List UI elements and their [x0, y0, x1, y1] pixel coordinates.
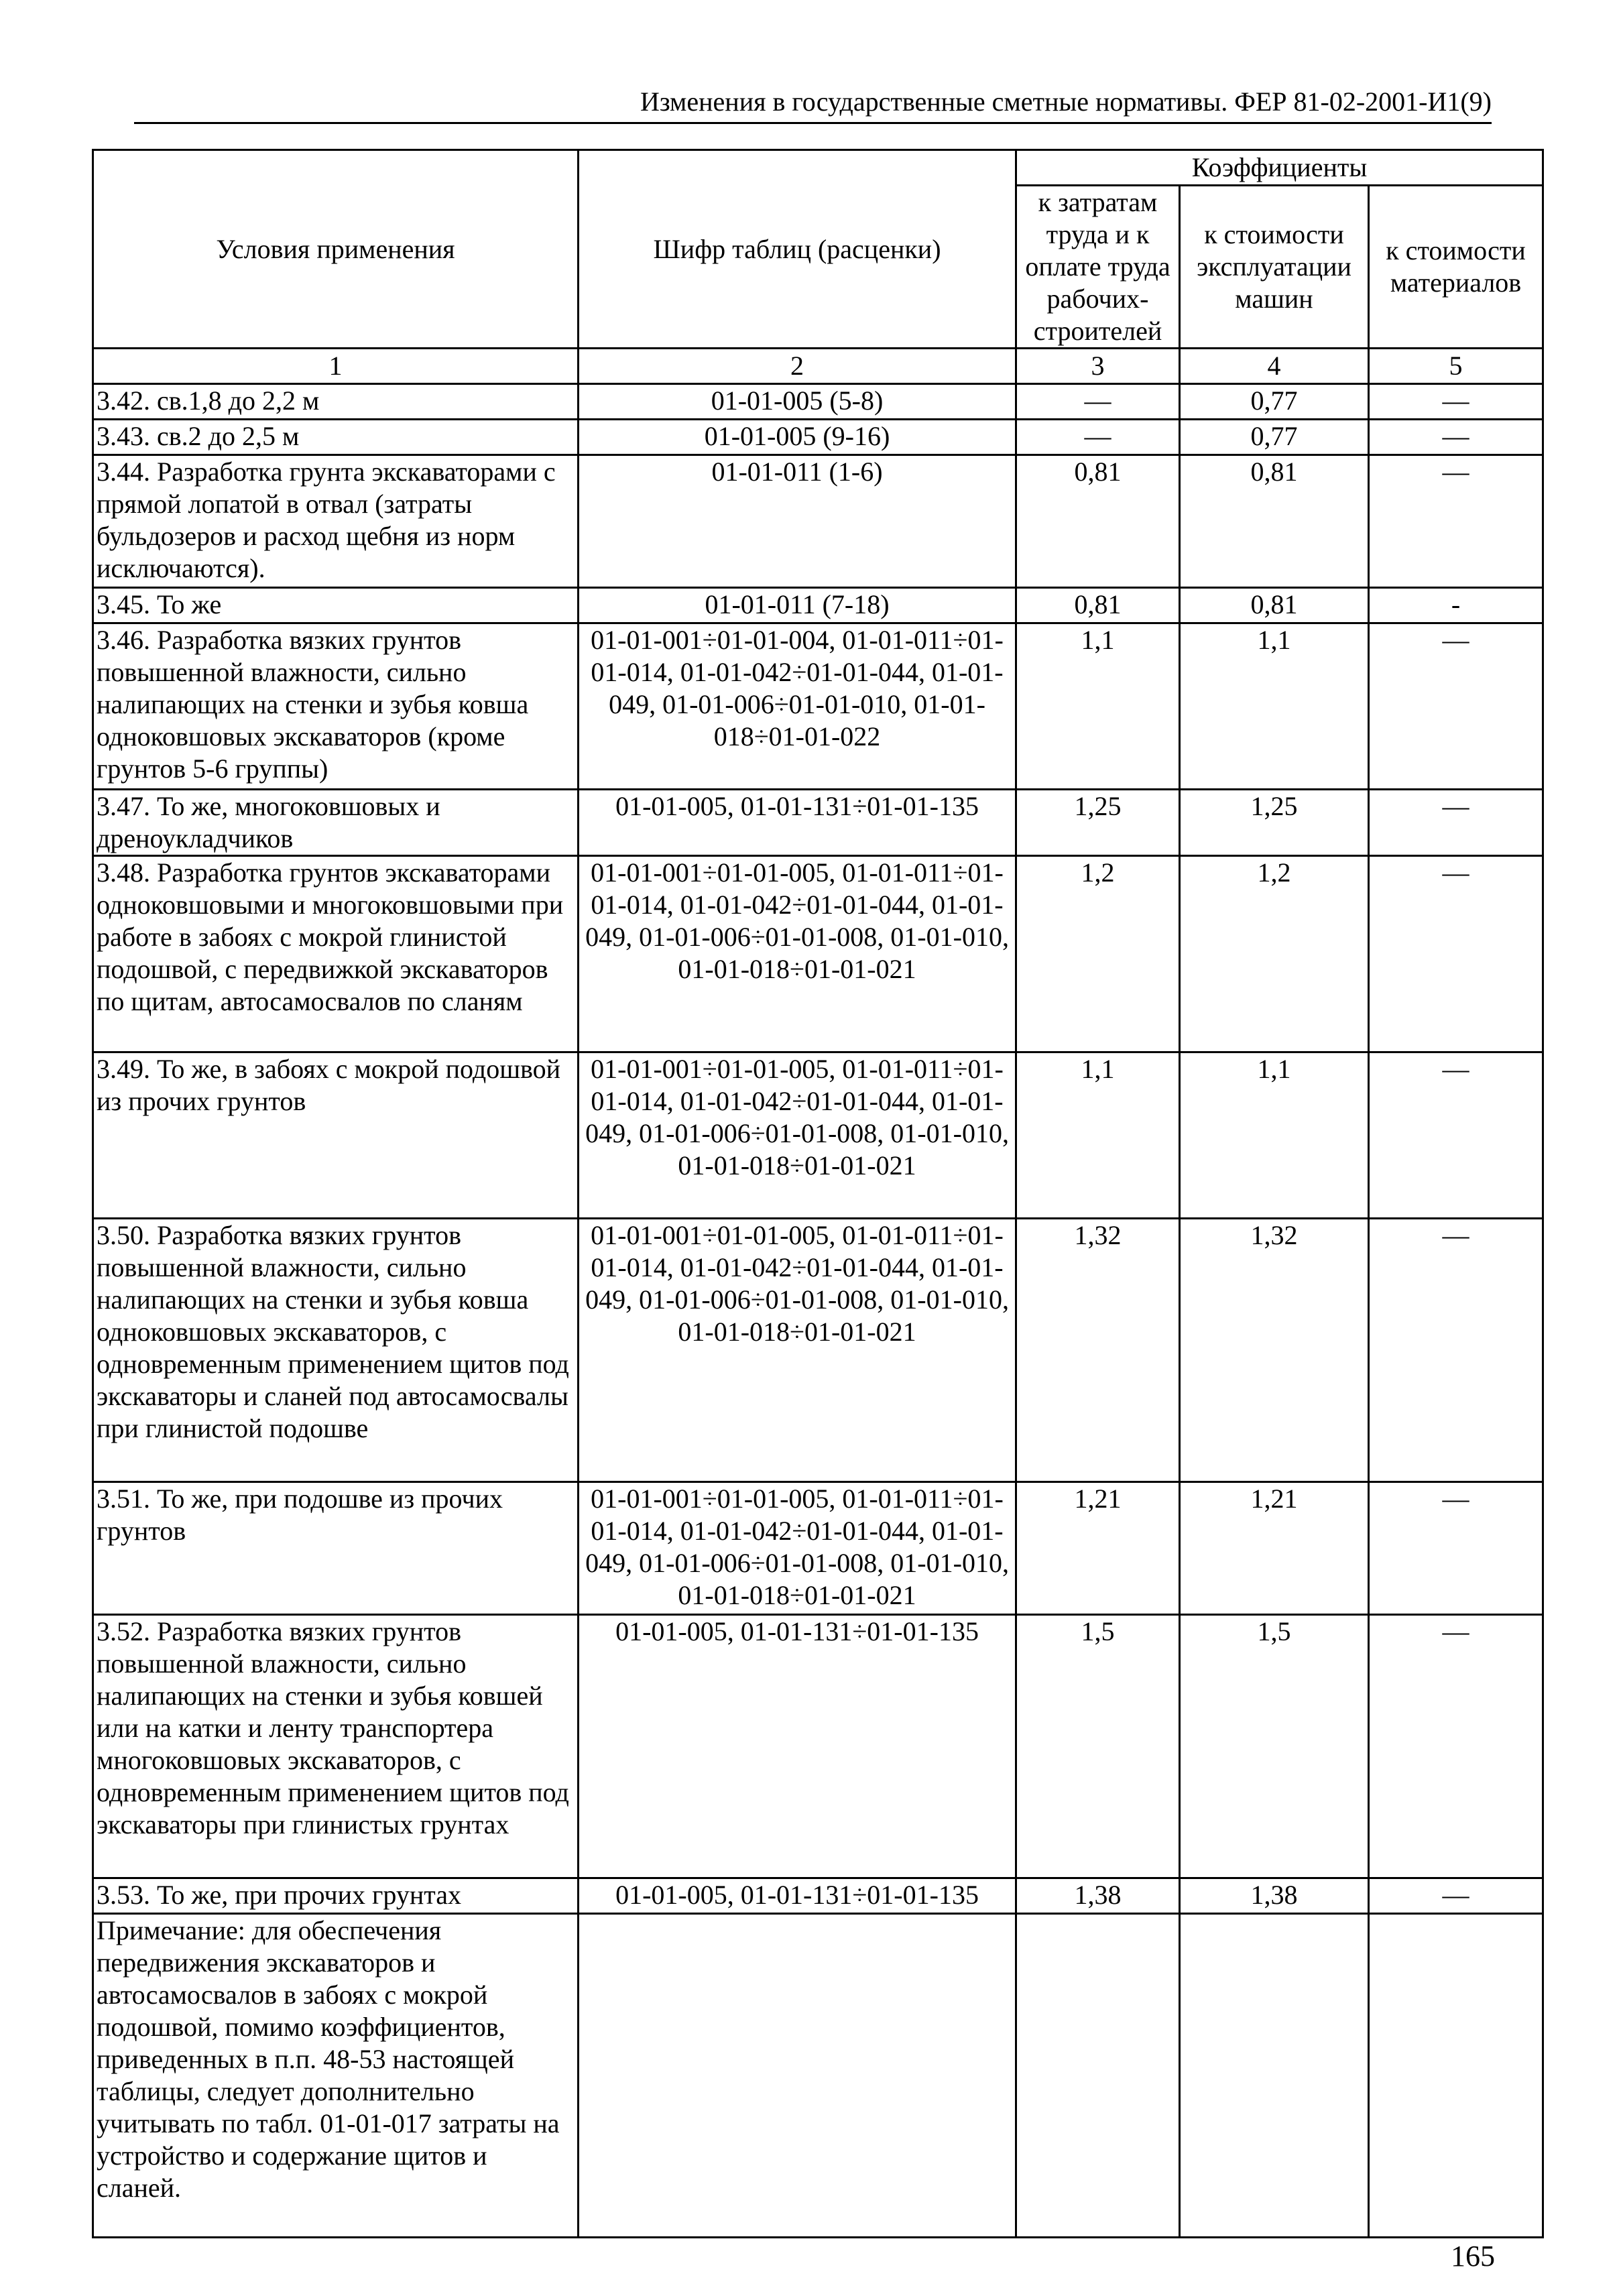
row-machines-coefficient: 1,38 — [1180, 1878, 1369, 1914]
row-labor-coefficient: 1,5 — [1016, 1615, 1180, 1878]
column-number: 5 — [1369, 349, 1543, 384]
row-materials-coefficient — [1369, 1914, 1543, 2238]
table-row — [93, 856, 1543, 1052]
row-materials-coefficient: — — [1369, 790, 1543, 856]
row-machines-coefficient: 0,81 — [1180, 455, 1369, 588]
header-code: Шифр таблиц (расценки) — [579, 150, 1016, 349]
row-condition: 3.50. Разработка вязких грунтов повышенной влажности, сильно налипающих на стенки и зубья ковша одноковшовых экскаваторов, с одновременным применением щитов под экскаваторы и сланей под автосамосвалы при глинистой подошве — [93, 1219, 579, 1482]
header-labor: к затратам труда и к оплате труда рабочих-строителей — [1016, 186, 1180, 349]
row-condition: 3.49. То же, в забоях с мокрой подошвой из прочих грунтов — [93, 1052, 579, 1219]
column-number: 4 — [1180, 349, 1369, 384]
table-row — [93, 455, 1543, 588]
row-condition: 3.44. Разработка грунта экскаваторами с прямой лопатой в отвал (затраты бульдозеров и расход щебня из норм исключаются). — [93, 455, 579, 588]
row-materials-coefficient: — — [1369, 455, 1543, 588]
column-number-row — [93, 349, 1543, 384]
row-machines-coefficient: 1,21 — [1180, 1482, 1369, 1615]
row-labor-coefficient: 1,38 — [1016, 1878, 1180, 1914]
row-machines-coefficient — [1180, 1914, 1369, 2238]
row-condition: Примечание: для обеспечения передвижения экскаваторов и автосамосвалов в забоях с мокрой подошвой, помимо коэффициентов, приведенных в п.п. 48-53 настоящей таблицы, следует дополнительно учитывать по табл. 01-01-017 затраты на устройство и содержание щитов и сланей. — [93, 1914, 579, 2238]
row-materials-coefficient: — — [1369, 856, 1543, 1052]
note-row — [93, 1914, 1543, 2238]
row-labor-coefficient — [1016, 1914, 1180, 2238]
row-condition: 3.45. То же — [93, 588, 579, 623]
row-materials-coefficient: — — [1369, 1615, 1543, 1878]
row-materials-coefficient: — — [1369, 1482, 1543, 1615]
page-number: 165 — [1451, 2240, 1495, 2273]
table-row — [93, 1052, 1543, 1219]
row-machines-coefficient: 1,32 — [1180, 1219, 1369, 1482]
row-materials-coefficient: — — [1369, 1219, 1543, 1482]
column-number: 1 — [93, 349, 579, 384]
document-header-title: Изменения в государственные сметные нормативы. ФЕР 81-02-2001-И1(9) — [640, 86, 1492, 117]
row-labor-coefficient: — — [1016, 420, 1180, 455]
row-condition: 3.48. Разработка грунтов экскаваторами одноковшовыми и многоковшовыми при работе в забоях с мокрой глинистой подошвой, с передвижкой экскаваторов по щитам, автосамосвалов по сланям — [93, 856, 579, 1052]
row-condition: 3.51. То же, при подошве из прочих грунтов — [93, 1482, 579, 1615]
table-row — [93, 1878, 1543, 1914]
row-code: 01-01-001÷01-01-004, 01-01-011÷01-01-014, 01-01-042÷01-01-044, 01-01-049, 01-01-006÷01-01-010, 01-01-018÷01-01-022 — [579, 623, 1016, 790]
header-conditions: Условия применения — [93, 150, 579, 349]
header-rule — [134, 122, 1492, 124]
table-row — [93, 1482, 1543, 1615]
row-machines-coefficient: 1,25 — [1180, 790, 1369, 856]
row-machines-coefficient: 0,77 — [1180, 384, 1369, 420]
row-condition: 3.43. св.2 до 2,5 м — [93, 420, 579, 455]
row-condition: 3.52. Разработка вязких грунтов повышенной влажности, сильно налипающих на стенки и зубья ковшей или на катки и ленту транспортера многоковшовых экскаваторов, с одновременным применением щитов под экскаваторы при глинистых грунтах — [93, 1615, 579, 1878]
row-code: 01-01-011 (7-18) — [579, 588, 1016, 623]
row-labor-coefficient: — — [1016, 384, 1180, 420]
row-code: 01-01-001÷01-01-005, 01-01-011÷01-01-014, 01-01-042÷01-01-044, 01-01-049, 01-01-006÷01-01-008, 01-01-010, 01-01-018÷01-01-021 — [579, 1482, 1016, 1615]
row-labor-coefficient: 0,81 — [1016, 455, 1180, 588]
row-code: 01-01-005, 01-01-131÷01-01-135 — [579, 1615, 1016, 1878]
row-labor-coefficient: 1,1 — [1016, 1052, 1180, 1219]
row-materials-coefficient: — — [1369, 384, 1543, 420]
row-code: 01-01-005, 01-01-131÷01-01-135 — [579, 790, 1016, 856]
header-coefficients: Коэффициенты — [1016, 150, 1543, 186]
table-row — [93, 623, 1543, 790]
row-labor-coefficient: 1,21 — [1016, 1482, 1180, 1615]
table-row — [93, 1219, 1543, 1482]
coefficients-table — [92, 149, 1544, 2238]
table-row — [93, 1615, 1543, 1878]
column-number: 3 — [1016, 349, 1180, 384]
row-condition: 3.47. То же, многоковшовых и дреноукладчиков — [93, 790, 579, 856]
row-materials-coefficient: - — [1369, 588, 1543, 623]
column-number: 2 — [579, 349, 1016, 384]
row-labor-coefficient: 1,25 — [1016, 790, 1180, 856]
row-materials-coefficient: — — [1369, 623, 1543, 790]
table-row — [93, 588, 1543, 623]
row-materials-coefficient: — — [1369, 1052, 1543, 1219]
row-code: 01-01-001÷01-01-005, 01-01-011÷01-01-014, 01-01-042÷01-01-044, 01-01-049, 01-01-006÷01-01-008, 01-01-010, 01-01-018÷01-01-021 — [579, 1219, 1016, 1482]
row-condition: 3.53. То же, при прочих грунтах — [93, 1878, 579, 1914]
table-body — [93, 384, 1543, 2238]
row-labor-coefficient: 0,81 — [1016, 588, 1180, 623]
row-code: 01-01-005, 01-01-131÷01-01-135 — [579, 1878, 1016, 1914]
table-row — [93, 790, 1543, 856]
row-condition: 3.46. Разработка вязких грунтов повышенной влажности, сильно налипающих на стенки и зубья ковша одноковшовых экскаваторов (кроме грунтов 5-6 группы) — [93, 623, 579, 790]
row-code: 01-01-005 (9-16) — [579, 420, 1016, 455]
row-machines-coefficient: 1,5 — [1180, 1615, 1369, 1878]
row-machines-coefficient: 1,1 — [1180, 623, 1369, 790]
row-code: 01-01-011 (1-6) — [579, 455, 1016, 588]
row-code: 01-01-005 (5-8) — [579, 384, 1016, 420]
row-labor-coefficient: 1,32 — [1016, 1219, 1180, 1482]
header-machines: к стоимости эксплуатации машин — [1180, 186, 1369, 349]
header-materials: к стоимости материалов — [1369, 186, 1543, 349]
row-machines-coefficient: 1,1 — [1180, 1052, 1369, 1219]
row-machines-coefficient: 1,2 — [1180, 856, 1369, 1052]
row-materials-coefficient: — — [1369, 1878, 1543, 1914]
row-machines-coefficient: 0,81 — [1180, 588, 1369, 623]
row-condition: 3.42. св.1,8 до 2,2 м — [93, 384, 579, 420]
row-labor-coefficient: 1,1 — [1016, 623, 1180, 790]
row-code: 01-01-001÷01-01-005, 01-01-011÷01-01-014, 01-01-042÷01-01-044, 01-01-049, 01-01-006÷01-01-008, 01-01-010, 01-01-018÷01-01-021 — [579, 1052, 1016, 1219]
table-row — [93, 420, 1543, 455]
row-code — [579, 1914, 1016, 2238]
row-labor-coefficient: 1,2 — [1016, 856, 1180, 1052]
row-code: 01-01-001÷01-01-005, 01-01-011÷01-01-014, 01-01-042÷01-01-044, 01-01-049, 01-01-006÷01-01-008, 01-01-010, 01-01-018÷01-01-021 — [579, 856, 1016, 1052]
row-materials-coefficient: — — [1369, 420, 1543, 455]
table-row — [93, 384, 1543, 420]
row-machines-coefficient: 0,77 — [1180, 420, 1369, 455]
